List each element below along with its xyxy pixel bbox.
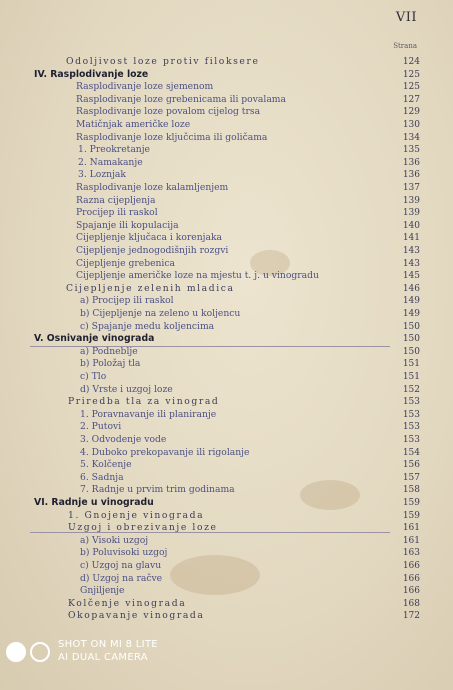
toc-entry-page: 139 [402,195,420,206]
toc-entry-title: c) Tlo [80,371,107,382]
toc-entry-title: Cijepljenje ključaca i korenjaka [76,232,222,244]
toc-entry-title: 3. Loznjak [78,169,126,181]
toc-entry-page: 137 [402,183,420,193]
toc-entry-page: 127 [402,94,420,105]
toc-entry-page: 143 [402,246,420,256]
toc-entry [0,396,453,408]
toc-entry [0,585,453,597]
toc-entry-title: VI. Radnje u vinogradu [34,497,154,508]
toc-entry-page: 130 [402,120,420,130]
toc-entry-title: c) Uzgoj na glavu [80,560,162,571]
toc-entry-page: 124 [402,57,420,67]
toc-entry-page: 134 [402,132,420,143]
toc-entry [0,358,453,370]
toc-entry [0,484,453,496]
toc-entry [0,169,453,181]
toc-entry-title: b) Poluvisoki uzgoj [80,547,168,559]
toc-entry-page: 150 [402,334,420,345]
toc-entry-title: 1. Preokretanje [78,144,150,156]
toc-entry-title: b) Položaj tla [80,358,141,370]
toc-entry-title: Razna cijepljenja [76,194,156,206]
toc-entry [0,232,453,244]
toc-entry [0,610,453,622]
page-number: VII [395,10,417,25]
toc-entry [0,434,453,446]
toc-entry [0,94,453,106]
toc-entry-title: d) Vrste i uzgoj loze [80,383,173,395]
toc-entry-title: 2. Namakanje [78,156,143,168]
toc-entry [0,207,453,219]
toc-entry [0,308,453,320]
toc-entry-title: Rasplodivanje loze povalom cijelog trsa [76,106,261,118]
toc-entry-page: 153 [402,422,420,433]
toc-entry [0,522,453,534]
toc-entry [0,295,453,307]
toc-entry-title: Cijepljenje grebenica [76,257,175,269]
toc-entry-title: Rasplodivanje loze kalamljenjem [76,182,229,193]
toc-entry-title: Odoljivost loze protiv filoksere [66,56,260,67]
toc-entry-page: 166 [402,586,420,597]
toc-entry-title: a) Procijep ili raskol [80,295,174,307]
toc-entry-page: 163 [402,548,420,559]
camera-watermark [6,632,206,672]
toc-entry-page: 149 [402,296,420,307]
toc-entry-page: 149 [402,309,420,319]
toc-entry-title: Cijepljenje američke loze na mjestu t. j. u vinogradu [76,270,319,282]
toc-entry-title: Spajanje ili kopulacija [76,219,179,231]
toc-entry [0,119,453,131]
toc-section [0,497,453,509]
toc-entry-page: 141 [402,233,420,244]
toc-entry-title: 5. Kolčenje [80,459,132,471]
toc-entry-title: Rasplodivanje loze ključcima ili goličama [76,131,268,143]
toc-entry-title: a) Podneblje [80,345,138,357]
toc-entry-page: 140 [402,220,420,231]
toc-entry [0,283,453,295]
toc-entry-page: 153 [402,435,420,445]
toc-entry [0,195,453,207]
toc-entry-page: 151 [402,359,420,370]
toc-entry [0,157,453,169]
toc-entry [0,144,453,156]
toc-entry-page: 159 [402,510,420,521]
toc-entry-page: 168 [402,598,420,609]
toc-entry [0,535,453,547]
toc-entry-page: 151 [402,372,420,382]
toc-entry-page: 145 [402,271,420,282]
toc-entry-page: 156 [402,460,420,471]
toc-entry [0,132,453,144]
toc-entry-page: 158 [402,485,420,496]
toc-entry-page: 139 [402,208,420,219]
watermark-line1: SHOT ON MI 8 LITE [58,639,158,650]
toc-entry-page: 161 [402,523,420,534]
toc-entry-page: 125 [402,82,420,93]
toc-section [0,333,453,345]
toc-entry-page: 161 [402,535,420,546]
toc-entry-title: V. Osnivanje vinograda [34,333,155,345]
toc-entry-title: 6. Sadnja [80,471,124,483]
toc-entry-page: 166 [402,561,420,571]
toc-entry [0,346,453,358]
toc-entry [0,447,453,459]
toc-entry-title: Procijep ili raskol [76,207,158,219]
toc-entry [0,245,453,257]
toc-entry-page: 135 [402,145,420,156]
toc-entry-title: 1. Poravnavanje ili planiranje [80,408,217,420]
toc-entry-page: 157 [402,472,420,483]
toc-entry [0,421,453,433]
toc-entry-title: b) Cijepljenje na zeleno u koljencu [80,308,241,319]
toc-entry-page: 152 [402,384,420,395]
toc-entry-title: Matičnjak američke loze [76,119,191,130]
toc-entry-page: 150 [402,321,420,332]
toc-entry-page: 159 [402,498,420,508]
toc-entry-title: Gnjiljenje [80,585,125,597]
toc-entry [0,220,453,232]
toc-entry-title: Priredba tla za vinograd [68,396,220,408]
toc-entry [0,258,453,270]
toc-entry-page: 172 [402,611,420,622]
toc-entry-page: 166 [402,573,420,584]
toc-entry-page: 136 [402,170,420,181]
toc-entry-page: 153 [402,409,420,420]
toc-entry-title: Cijepljenje jednogodišnjih rozgvi [76,245,229,256]
camera-logo-icon [6,642,54,662]
toc-entry [0,384,453,396]
toc-entry-title: 4. Duboko prekopavanje ili rigolanje [80,446,250,458]
toc-entry [0,573,453,585]
toc-entry-page: 143 [402,258,420,269]
toc-section [0,69,453,81]
toc-entry [0,182,453,194]
toc-entry-title: 7. Radnje u prvim trim godinama [80,484,235,496]
toc-entry-title: 1. Gnojenje vinograda [68,509,205,521]
strana-label: Strana [393,42,417,50]
toc-entry-page: 150 [402,346,420,357]
toc-entry-title: a) Visoki uzgoj [80,534,149,546]
toc-entry-title: c) Spajanje medu koljencima [80,320,215,332]
toc-entry [0,81,453,93]
toc-entry-title: d) Uzgoj na račve [80,572,163,584]
toc-entry [0,409,453,421]
toc-entry-page: 125 [402,69,420,80]
toc-entry-page: 136 [402,157,420,168]
toc-entry-title: 3. Odvodenje vode [80,434,167,445]
toc-entry [0,56,453,68]
toc-entry-page: 153 [402,397,420,408]
toc-entry-title: 2. Putovi [80,421,122,433]
toc-entry [0,598,453,610]
toc-entry [0,510,453,522]
toc-entry [0,270,453,282]
toc-entry-title: IV. Rasplodivanje loze [34,68,149,80]
toc-entry [0,547,453,559]
toc-entry [0,371,453,383]
toc-entry-title: Uzgoj i obrezivanje loze [68,522,218,534]
toc-entry [0,106,453,118]
toc-entry [0,560,453,572]
watermark-line2: AI DUAL CAMERA [58,652,148,663]
toc-entry-page: 146 [402,283,420,294]
toc-entry-title: Rasplodivanje loze grebenicama ili povalama [76,93,286,105]
toc-entry-title: Rasplodivanje loze sjemenom [76,81,214,93]
toc-entry-page: 129 [402,107,420,118]
toc-entry [0,472,453,484]
toc-entry [0,321,453,333]
toc-entry [0,459,453,471]
toc-entry-page: 154 [402,447,420,458]
toc-entry-title: Cijepljenje zelenih mladica [66,282,235,294]
toc-entry-title: Okopavanje vinograda [68,610,205,622]
toc-entry-title: Kolčenje vinograda [68,597,187,609]
